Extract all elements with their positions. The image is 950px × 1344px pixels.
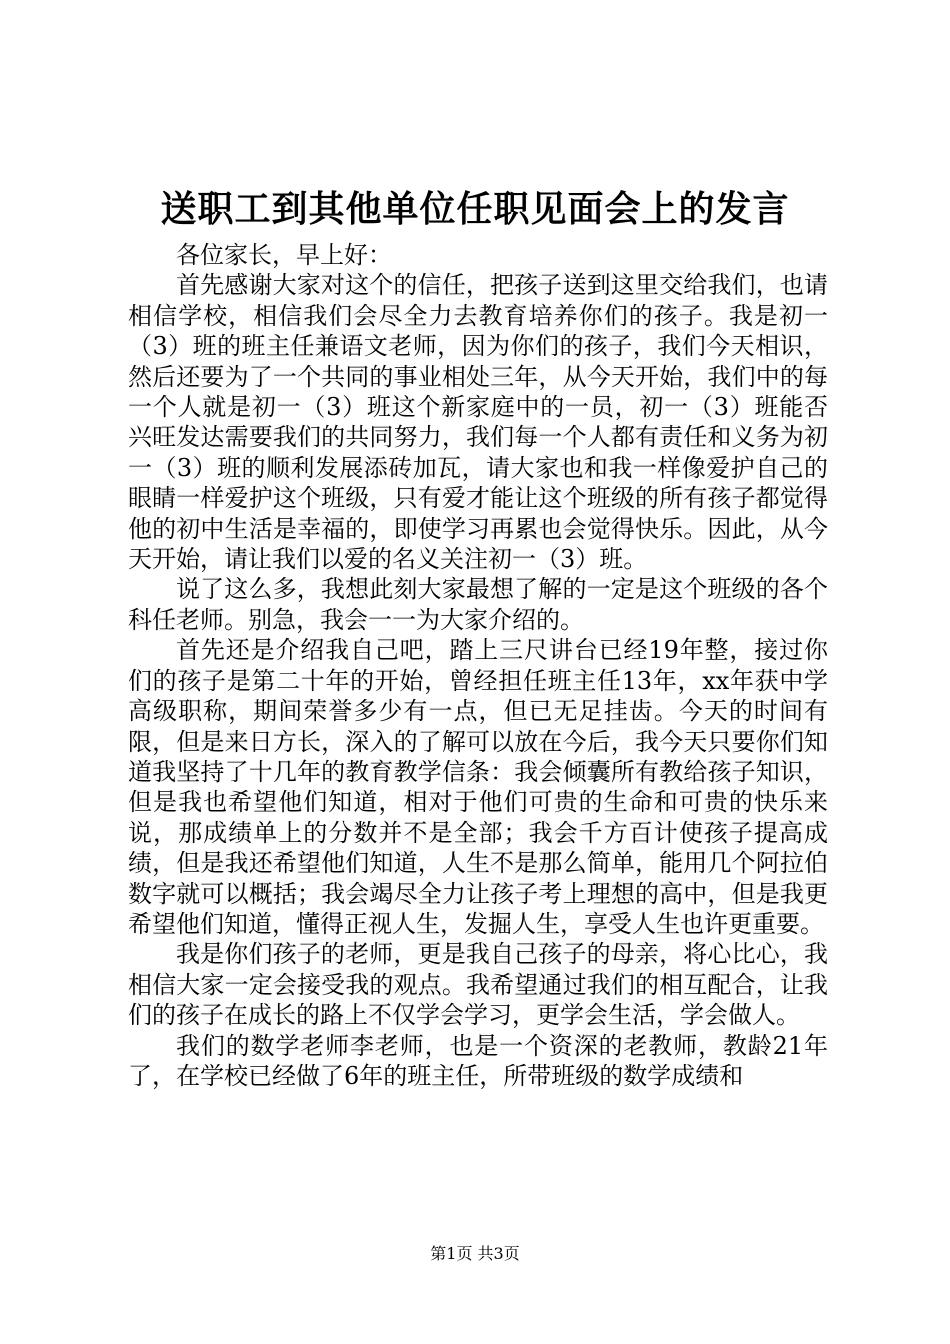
- paragraph-mother: 我是你们孩子的老师，更是我自己孩子的母亲，将心比心，我相信大家一定会接受我的观点。我希望通过我们的相互配合，让我们的孩子在成长的路上不仅学会学习，更学会生活，学会做人。: [128, 940, 828, 1030]
- paragraph-greeting: 各位家长，早上好：: [176, 241, 392, 269]
- document-body: [128, 240, 828, 1091]
- document-title: 送职工到其他单位任职见面会上的发言: [160, 188, 790, 230]
- paragraph-teachers-intro: 说了这么多，我想此刻大家最想了解的一定是这个班级的各个科任老师。别急，我会一一为大家介绍的。: [128, 575, 828, 634]
- paragraph-self-intro: 首先还是介绍我自己吧，踏上三尺讲台已经19年整，接过你们的孩子是第二十年的开始，曾经担任班主任13年，xx年获中学高级职称，期间荣誉多少有一点，但已无足挂齿。今天的时间有限，但是来日方长，深入的了解可以放在今后，我今天只要你们知道我坚持了十几年的教育教学信条：我会倾囊所有教给孩子知识，但是我也希望他们知道，相对于他们可贵的生命和可贵的快乐来说，那成绩单上的分数并不是全部；我会千方百计使孩子提高成绩，但是我还希望他们知道，人生不是那么简单，能用几个阿拉伯数字就可以概括；我会竭尽全力让孩子考上理想的高中，但是我更希望他们知道，懂得正视人生，发掘人生，享受人生也许更重要。: [128, 636, 828, 938]
- page-footer: 第1页 共3页: [430, 1244, 520, 1263]
- paragraph-math-teacher: 我们的数学老师李老师，也是一个资深的老教师，教龄21年了，在学校已经做了6年的班主任，所带班级的数学成绩和: [128, 1031, 828, 1090]
- paragraph-introduction: 首先感谢大家对这个的信任，把孩子送到这里交给我们，也请相信学校，相信我们会尽全力去教育培养你们的孩子。我是初一（3）班的班主任兼语文老师，因为你们的孩子，我们今天相识，然后还要为了一个共同的事业相处三年，从今天开始，我们中的每一个人就是初一（3）班这个新家庭中的一员，初一（3）班能否兴旺发达需要我们的共同努力，我们每一个人都有责任和义务为初一（3）班的顺利发展添砖加瓦，请大家也和我一样像爱护自己的眼睛一样爱护这个班级，只有爱才能让这个班级的所有孩子都觉得他的初中生活是幸福的，即使学习再累也会觉得快乐。因此，从今天开始，请让我们以爱的名义关注初一（3）班。: [128, 271, 828, 574]
